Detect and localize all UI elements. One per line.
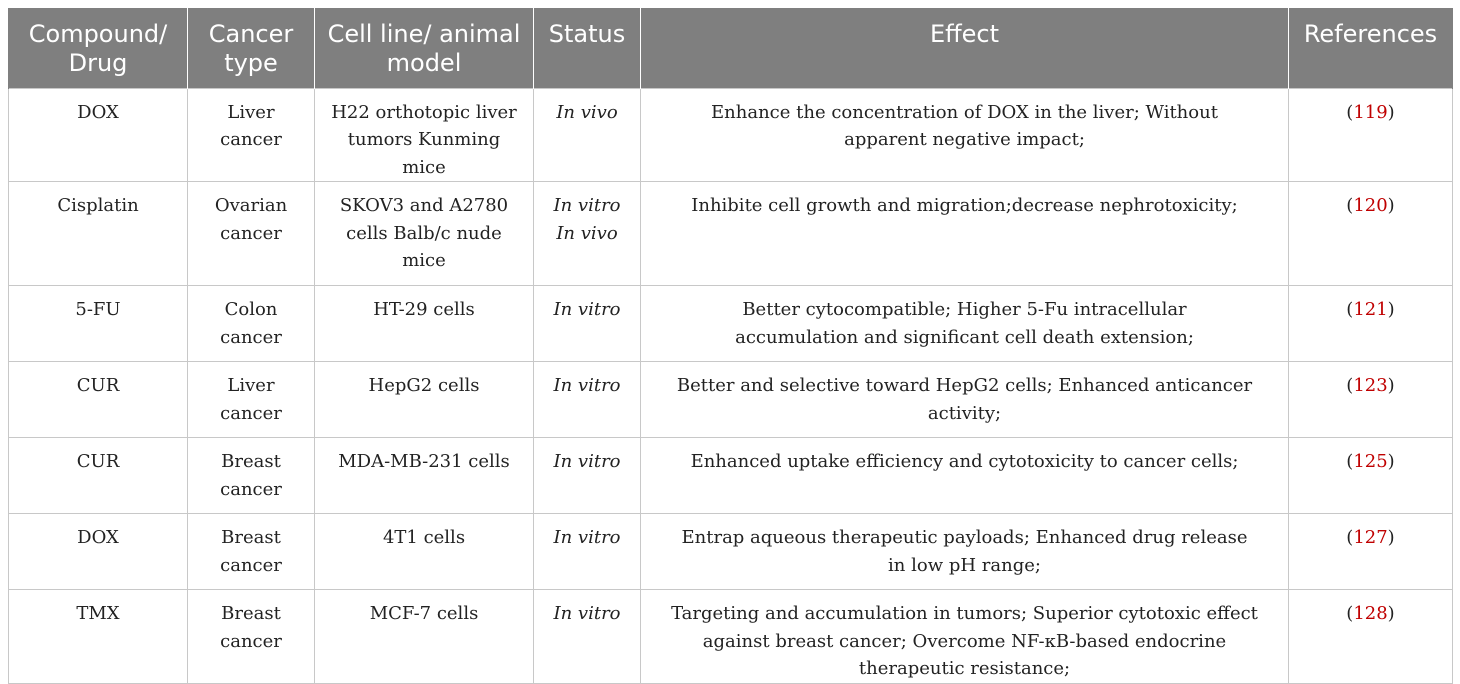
status-text: In vitro [553, 195, 621, 216]
header-cancer-type: Cancer type [188, 8, 315, 88]
table-row [9, 362, 1453, 438]
table-row [9, 438, 1453, 514]
reference-cell: (120) [1289, 182, 1453, 286]
model-cell: HT-29 cells [315, 286, 534, 362]
status-text: In vitro [553, 299, 621, 320]
reference-link[interactable]: 119 [1353, 101, 1388, 123]
status-text: In vivo [556, 222, 618, 244]
header-references: References [1289, 8, 1453, 88]
status-text: In vitro [553, 451, 621, 472]
cancer-type-cell: Ovarian cancer [188, 182, 315, 286]
status-text: In vitro [553, 527, 621, 548]
cancer-type-cell: Breast cancer [188, 514, 315, 590]
status-text: In vivo [556, 101, 618, 123]
cancer-type-cell: Colon cancer [188, 286, 315, 362]
header-compound: Compound/ Drug [9, 8, 188, 88]
reference-cell: (123) [1289, 362, 1453, 438]
status-cell [534, 286, 641, 362]
model-text: SKOV3 and A2780 cells Balb/c nude mice [339, 195, 509, 271]
compound-cell: CUR [9, 362, 188, 438]
model-cell: H22 orthotopic liver tumors Kunming mice [315, 88, 534, 182]
effect-cell [641, 590, 1289, 684]
effect-text: Enhance the concentration of DOX in the liver; Without apparent negative impact; [711, 101, 1218, 150]
compound-cell: TMX [9, 590, 188, 684]
reference-link[interactable]: 120 [1353, 195, 1388, 216]
effect-cell: Inhibite cell growth and migration;decrease nephrotoxicity; [641, 182, 1289, 286]
table-row [9, 182, 1453, 286]
header-effect: Effect [641, 8, 1289, 88]
model-cell: MDA-MB-231 cells [315, 438, 534, 514]
table-row [9, 514, 1453, 590]
compound-cell: Cisplatin [9, 182, 188, 286]
effect-text: Targeting and accumulation in tumors; Superior cytotoxic effect against breast cancer; Overcome NF-κB-based endocrine therapeutic resistance; [671, 603, 1258, 679]
model-cell [315, 182, 534, 286]
table-row [9, 286, 1453, 362]
model-cell: MCF-7 cells [315, 590, 534, 684]
reference-cell: (127) [1289, 514, 1453, 590]
compound-cell: DOX [9, 514, 188, 590]
status-text: In vitro [553, 603, 621, 624]
reference-cell: (128) [1289, 590, 1453, 684]
reference-cell: (119) [1289, 88, 1453, 182]
cancer-type-cell: Breast cancer [188, 438, 315, 514]
reference-link[interactable]: 123 [1353, 375, 1388, 396]
cancer-type-cell: Liver cancer [188, 362, 315, 438]
reference-cell: (125) [1289, 438, 1453, 514]
status-cell [534, 514, 641, 590]
reference-link[interactable]: 127 [1353, 527, 1388, 548]
compound-cell: DOX [9, 88, 188, 182]
header-row [9, 8, 1453, 88]
status-cell [534, 590, 641, 684]
effect-cell: Better and selective toward HepG2 cells; Enhanced anticancer activity; [641, 362, 1289, 438]
status-cell [534, 182, 641, 286]
effect-cell [641, 286, 1289, 362]
effect-text: Entrap aqueous therapeutic payloads; Enhanced drug release in low pH range; [681, 527, 1248, 576]
reference-cell: (121) [1289, 286, 1453, 362]
table-row [9, 88, 1453, 182]
cancer-type-cell: Breast cancer [188, 590, 315, 684]
effect-cell [641, 514, 1289, 590]
compound-cell: CUR [9, 438, 188, 514]
status-cell [534, 88, 641, 182]
status-text: In vitro [553, 375, 621, 396]
header-model: Cell line/ animal model [315, 8, 534, 88]
effect-cell: Enhanced uptake efficiency and cytotoxicity to cancer cells; [641, 438, 1289, 514]
reference-link[interactable]: 125 [1353, 451, 1388, 472]
model-cell: HepG2 cells [315, 362, 534, 438]
cancer-type-cell: Liver cancer [188, 88, 315, 182]
reference-link[interactable]: 121 [1353, 299, 1388, 320]
status-cell [534, 362, 641, 438]
reference-link[interactable]: 128 [1353, 603, 1388, 624]
status-cell [534, 438, 641, 514]
table-row [9, 590, 1453, 684]
effect-cell [641, 88, 1289, 182]
data-table [8, 8, 1453, 684]
header-status: Status [534, 8, 641, 88]
compound-cell: 5-FU [9, 286, 188, 362]
model-cell: 4T1 cells [315, 514, 534, 590]
effect-text: Better cytocompatible; Higher 5-Fu intracellular accumulation and significant cell death extension; [735, 299, 1194, 348]
